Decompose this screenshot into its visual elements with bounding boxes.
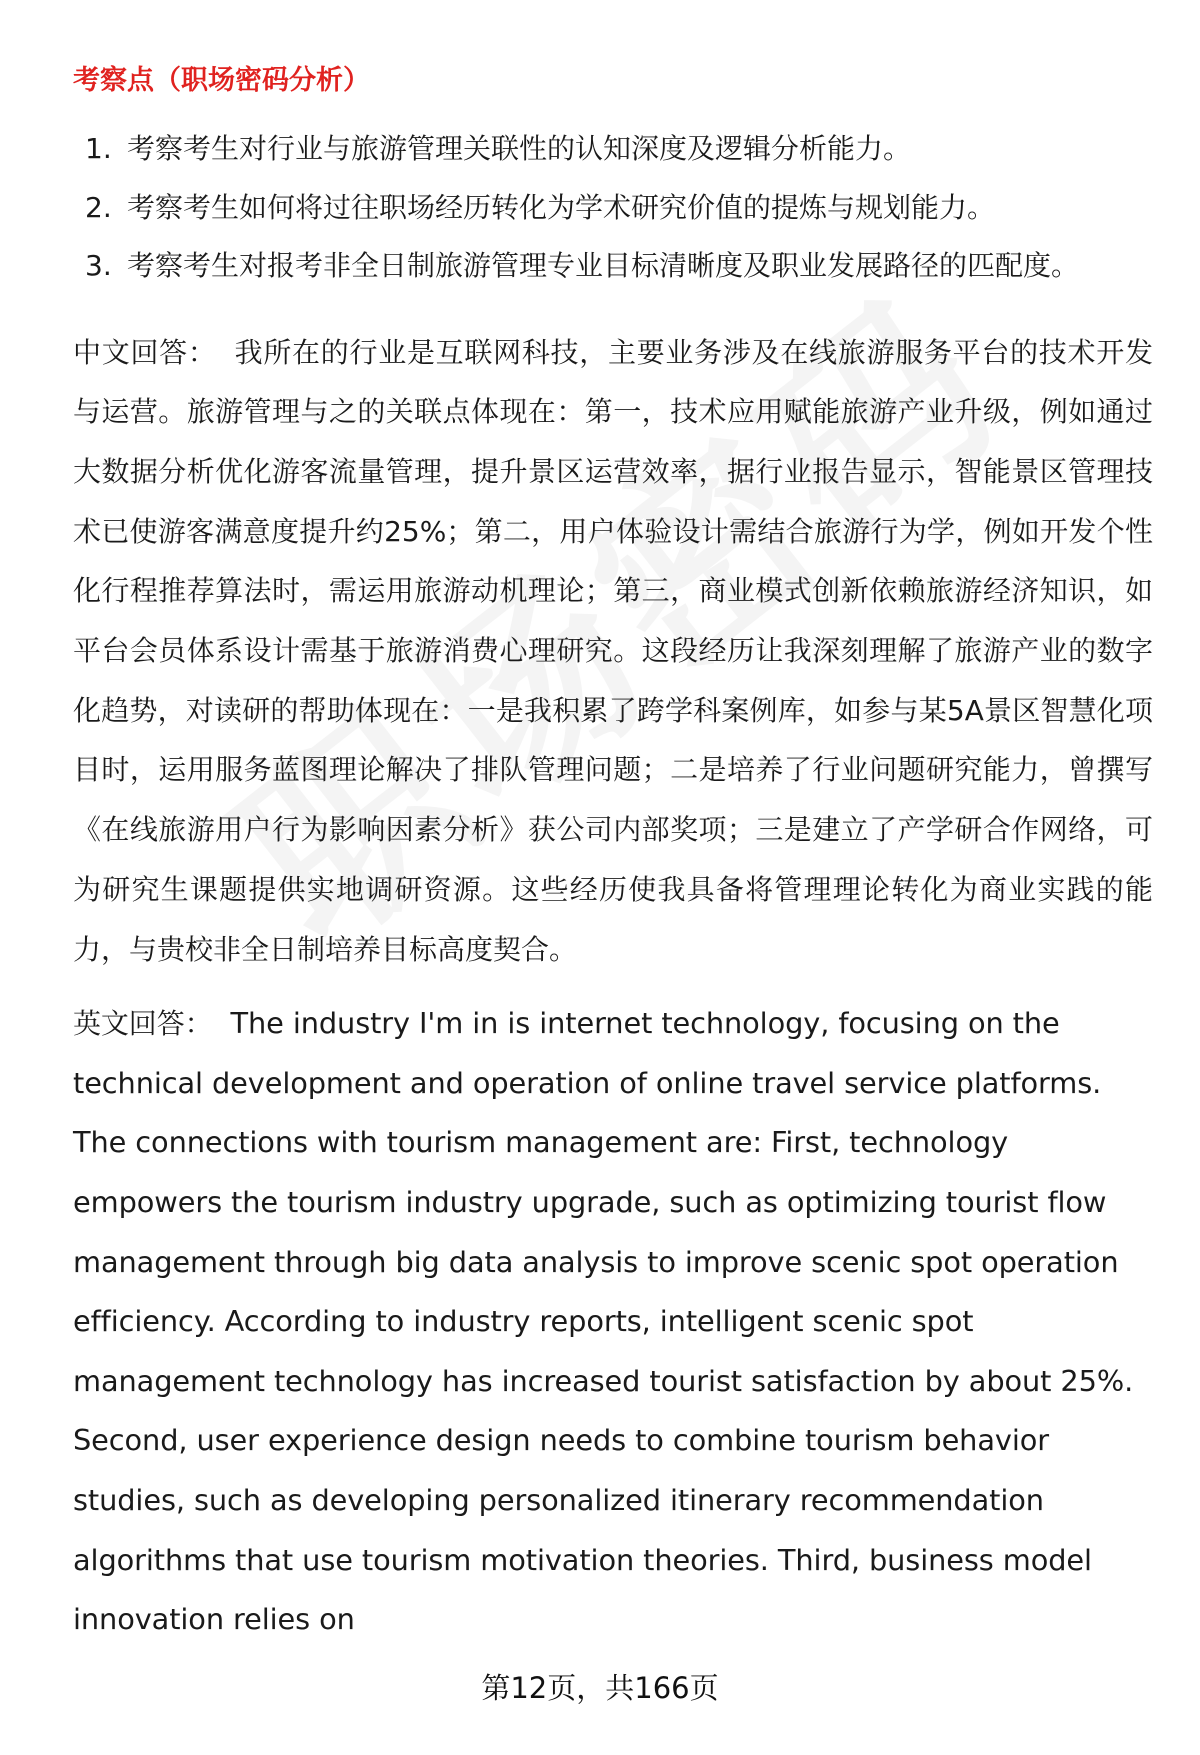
english-answer-label: 英文回答： [73, 1007, 213, 1041]
list-item-number: 3. [85, 249, 112, 282]
list-item-number: 1. [85, 132, 112, 165]
list-item [73, 120, 1153, 179]
exam-points-list [73, 120, 1153, 296]
page-number: 第12页，共166页 [481, 1671, 719, 1705]
chinese-answer-text: 我所在的行业是互联网科技，主要业务涉及在线旅游服务平台的技术开发与运营。旅游管理与之的关联点体现在：第一，技术应用赋能旅游产业升级，例如通过大数据分析优化游客流量管理，提升景区运营效率，据行业报告显示，智能景区管理技术已使游客满意度提升约25%；第二，用户体验设计需结合旅游行为学，例如开发个性化行程推荐算法时，需运用旅游动机理论；第三，商业模式创新依赖旅游经济知识，如平台会员体系设计需基于旅游消费心理研究。这段经历让我深刻理解了旅游产业的数字化趋势，对读研的帮助体现在：一是我积累了跨学科案例库，如参与某5A景区智慧化项目时，运用服务蓝图理论解决了排队管理问题；二是培养了行业问题研究能力，曾撰写《在线旅游用户行为影响因素分析》获公司内部奖项；三是建立了产学研合作网络，可为研究生课题提供实地调研资源。这些经历使我具备将管理理论转化为商业实践的能力，与贵校非全日制培养目标高度契合。 [73, 335, 1153, 966]
list-item-text: 考察考生对行业与旅游管理关联性的认知深度及逻辑分析能力。 [127, 132, 912, 165]
section-title: 考察点（职场密码分析） [73, 65, 370, 96]
page-content [73, 56, 1153, 1650]
english-answer-text: The industry I'm in is internet technology, focusing on the technical development and operation of online travel service platforms. The connections with tourism management are: First, technology empowers the tourism industry upgrade, such as optimizing tourist flow management through big data analysis to improve scenic spot operation efficiency. According to industry reports, intelligent scenic spot management technology has increased tourist satisfaction by about 25%. Second, user experience design needs to combine tourism behavior studies, such as developing personalized itinerary recommendation algorithms that use tourism motivation theories. Third, business model innovation relies on [73, 1006, 1134, 1637]
list-item-number: 2. [85, 190, 112, 224]
english-answer [73, 994, 1153, 1650]
list-item [73, 237, 1153, 296]
list-item [73, 179, 1153, 238]
chinese-answer [73, 323, 1153, 980]
list-item-text: 考察考生对报考非全日制旅游管理专业目标清晰度及职业发展路径的匹配度。 [127, 249, 1080, 282]
chinese-answer-label: 中文回答： [73, 335, 217, 369]
list-item-text: 考察考生如何将过往职场经历转化为学术研究价值的提炼与规划能力。 [127, 190, 996, 224]
